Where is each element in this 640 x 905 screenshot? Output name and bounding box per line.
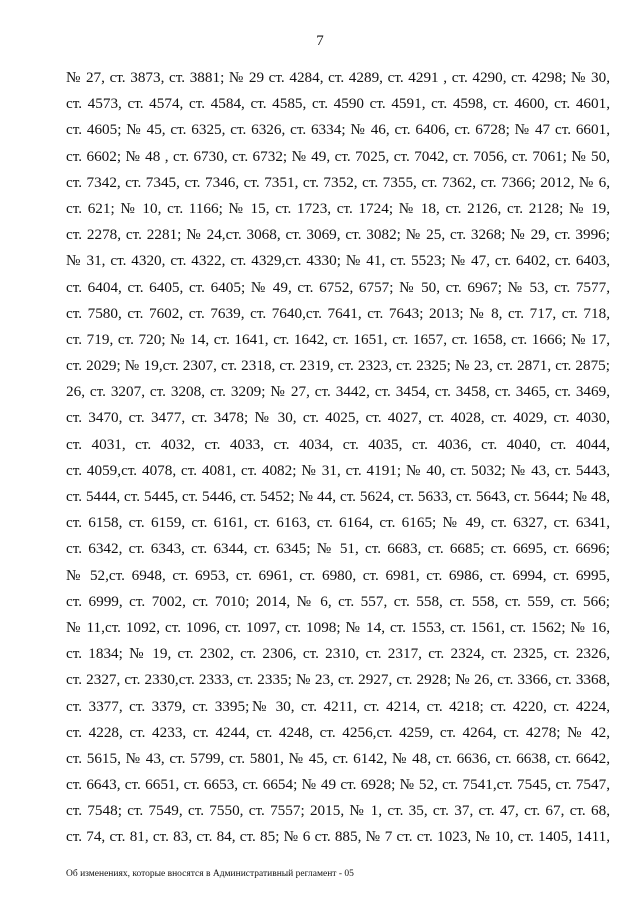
text-line: ст. 6643, ст. 6651, ст. 6653, ст. 6654; № 49 ст. 6928; № 52, ст. 7541,ст. 7545, ст. 7547, <box>66 776 610 794</box>
page-footer: Об изменениях, которые вносятся в Административный регламент - 05 <box>66 869 354 879</box>
document-body <box>66 65 610 851</box>
text-line: ст. 719, ст. 720; № 14, ст. 1641, ст. 1642, ст. 1651, ст. 1657, ст. 1658, ст. 1666; № 17, <box>66 330 610 348</box>
text-line: ст. 4228, ст. 4233, ст. 4244, ст. 4248, ст. 4256,ст. 4259, ст. 4264, ст. 4278; № 42, <box>66 723 610 741</box>
text-line: ст. 4573, ст. 4574, ст. 4584, ст. 4585, ст. 4590 ст. 4591, ст. 4598, ст. 4600, ст. 4601, <box>66 95 610 113</box>
text-line: ст. 4605; № 45, ст. 6325, ст. 6326, ст. 6334; № 46, ст. 6406, ст. 6728; № 47 ст. 6601, <box>66 121 610 139</box>
text-line: ст. 5444, ст. 5445, ст. 5446, ст. 5452; № 44, ст. 5624, ст. 5633, ст. 5643, ст. 5644; № 48, <box>66 488 610 505</box>
text-line: ст. 7342, ст. 7345, ст. 7346, ст. 7351, ст. 7352, ст. 7355, ст. 7362, ст. 7366; 2012, № 6, <box>66 173 610 191</box>
text-line: № 52,ст. 6948, ст. 6953, ст. 6961, ст. 6980, ст. 6981, ст. 6986, ст. 6994, ст. 6995, <box>66 566 610 584</box>
text-line: ст. 74, ст. 81, ст. 83, ст. 84, ст. 85; № 6 ст. 885, № 7 ст. ст. 1023, № 10, ст. 1405, 1411, <box>66 828 610 846</box>
text-line: ст. 1834; № 19, ст. 2302, ст. 2306, ст. 2310, ст. 2317, ст. 2324, ст. 2325, ст. 2326, <box>66 645 610 663</box>
text-line: ст. 6158, ст. 6159, ст. 6161, ст. 6163, ст. 6164, ст. 6165; № 49, ст. 6327, ст. 6341, <box>66 514 610 532</box>
text-line: ст. 2278, ст. 2281; № 24,ст. 3068, ст. 3069, ст. 3082; № 25, ст. 3268; № 29, ст. 3996; <box>66 226 610 244</box>
text-line: ст. 4059,ст. 4078, ст. 4081, ст. 4082; № 31, ст. 4191; № 40, ст. 5032; № 43, ст. 5443, <box>66 461 610 479</box>
text-line: 26, ст. 3207, ст. 3208, ст. 3209; № 27, ст. 3442, ст. 3454, ст. 3458, ст. 3465, ст. 3469, <box>66 383 610 401</box>
text-line: № 11,ст. 1092, ст. 1096, ст. 1097, ст. 1098; № 14, ст. 1553, ст. 1561, ст. 1562; № 16, <box>66 618 610 636</box>
text-line: ст. 6404, ст. 6405, ст. 6405; № 49, ст. 6752, 6757; № 50, ст. 6967; № 53, ст. 7577, <box>66 278 610 296</box>
text-line: ст. 3470, ст. 3477, ст. 3478; № 30, ст. 4025, ст. 4027, ст. 4028, ст. 4029, ст. 4030, <box>66 409 610 427</box>
text-line: ст. 7580, ст. 7602, ст. 7639, ст. 7640,ст. 7641, ст. 7643; 2013; № 8, ст. 717, ст. 718, <box>66 304 610 322</box>
text-line: ст. 6602; № 48 , ст. 6730, ст. 6732; № 49, ст. 7025, ст. 7042, ст. 7056, ст. 7061; № 50, <box>66 147 610 165</box>
text-line: № 31, ст. 4320, ст. 4322, ст. 4329,ст. 4330; № 41, ст. 5523; № 47, ст. 6402, ст. 6403, <box>66 252 610 270</box>
text-line: № 27, ст. 3873, ст. 3881; № 29 ст. 4284, ст. 4289, ст. 4291 , ст. 4290, ст. 4298; № 30, <box>66 69 610 86</box>
text-line: ст. 6342, ст. 6343, ст. 6344, ст. 6345; № 51, ст. 6683, ст. 6685; ст. 6695, ст. 6696; <box>66 540 610 558</box>
text-line: ст. 5615, № 43, ст. 5799, ст. 5801, № 45, ст. 6142, № 48, ст. 6636, ст. 6638, ст. 6642, <box>66 749 610 767</box>
text-line: ст. 3377, ст. 3379, ст. 3395;№ 30, ст. 4211, ст. 4214, ст. 4218; ст. 4220, ст. 4224, <box>66 697 610 715</box>
page-number: 7 <box>316 33 324 49</box>
text-line: ст. 2327, ст. 2330,ст. 2333, ст. 2335; № 23, ст. 2927, ст. 2928; № 26, ст. 3366, ст. 3368, <box>66 671 610 689</box>
text-line: ст. 6999, ст. 7002, ст. 7010; 2014, № 6, ст. 557, ст. 558, ст. 558, ст. 559, ст. 566; <box>66 592 610 610</box>
text-line: ст. 7548; ст. 7549, ст. 7550, ст. 7557; 2015, № 1, ст. 35, ст. 37, ст. 47, ст. 67, ст. 68, <box>66 802 610 820</box>
text-line: ст. 2029; № 19,ст. 2307, ст. 2318, ст. 2319, ст. 2323, ст. 2325; № 23, ст. 2871, ст. 2875; <box>66 357 610 375</box>
text-line: ст. 621; № 10, ст. 1166; № 15, ст. 1723, ст. 1724; № 18, ст. 2126, ст. 2128; № 19, <box>66 199 610 217</box>
text-line: ст. 4031, ст. 4032, ст. 4033, ст. 4034, ст. 4035, ст. 4036, ст. 4040, ст. 4044, <box>66 435 610 453</box>
